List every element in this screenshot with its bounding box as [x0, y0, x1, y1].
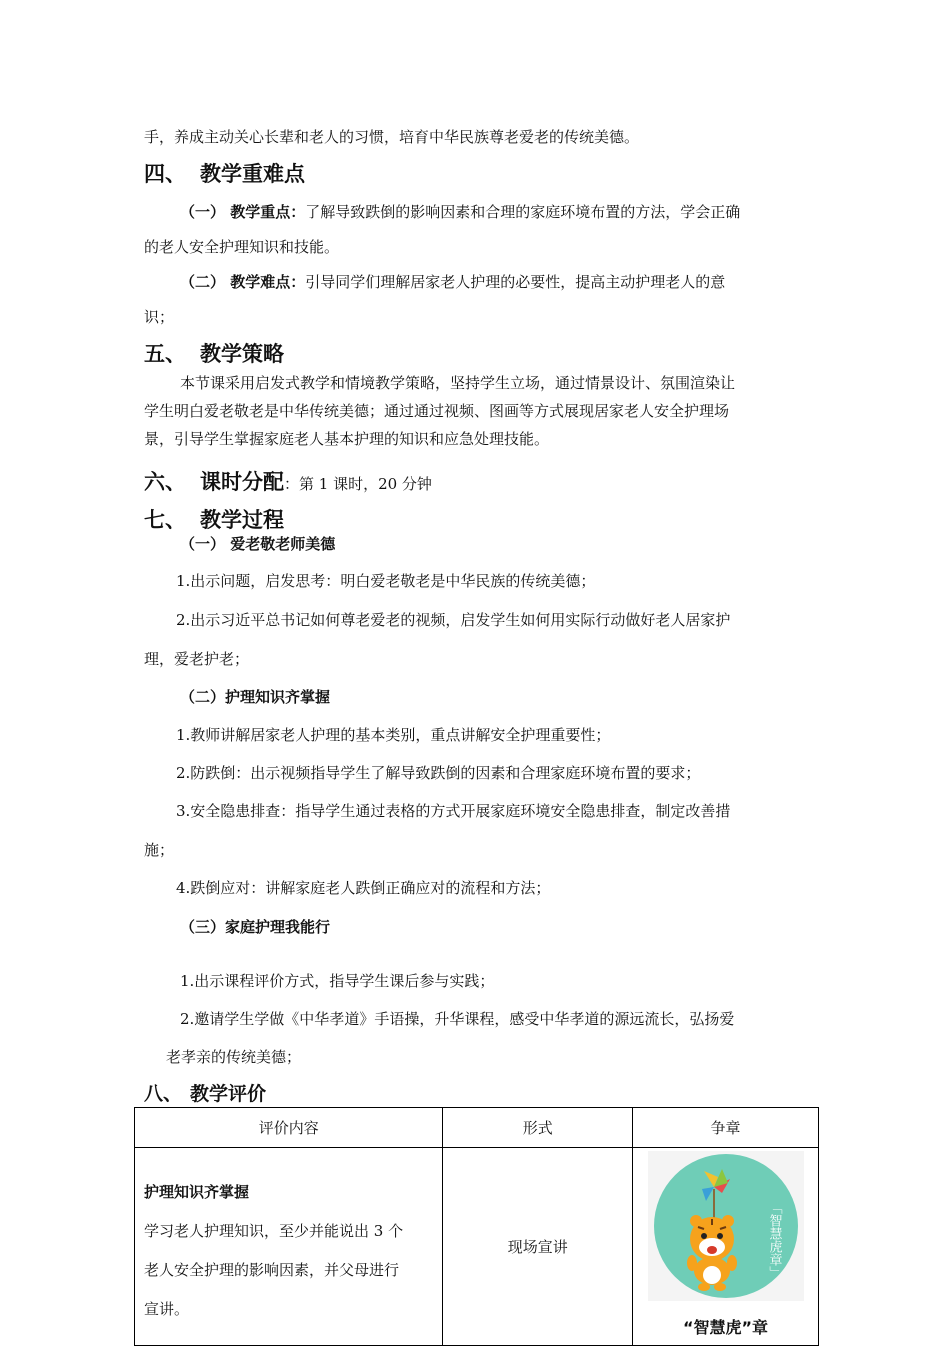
- badge-caption: “智慧虎”章: [682, 1318, 769, 1337]
- process-sub-2-item-4: 4.跌倒应对：讲解家庭老人跌倒正确应对的流程和方法；: [176, 879, 551, 897]
- row-content-line-1: 学习老人护理知识，至少并能说出 3 个: [144, 1222, 404, 1240]
- section-8-number: 八、: [144, 1083, 183, 1105]
- section-6-heading: [144, 466, 432, 496]
- process-sub-2-item-1: 1.教师讲解居家老人护理的基本类别，重点讲解安全护理重要性；: [176, 726, 611, 744]
- row-content-title: 护理知识齐掌握: [144, 1183, 250, 1201]
- key-point-line-1: [180, 201, 740, 222]
- section-6-value: ：第 1 课时，20 分钟: [284, 475, 432, 493]
- difficulty-label: （二） 教学难点：: [180, 273, 306, 291]
- row-content-line-2: 老人安全护理的影响因素，并父母进行: [144, 1261, 400, 1279]
- row-content-line-3: 宣讲。: [144, 1300, 190, 1318]
- process-sub-1-item-2-line-2: 理，爱老护老；: [144, 650, 250, 668]
- process-sub-2-item-2: 2.防跌倒：出示视频指导学生了解导致跌倒的因素和合理家庭环境布置的要求；: [176, 764, 701, 782]
- row-content-cell: [135, 1148, 443, 1346]
- tiger-badge-image: [646, 1151, 806, 1301]
- row-badge-cell: [633, 1148, 819, 1346]
- strategy-line-3: 景，引导学生掌握家庭老人基本护理的知识和应急处理技能。: [144, 430, 550, 448]
- strategy-line-2: 学生明白爱老敬老是中华传统美德；通过通过视频、图画等方式展现居家老人安全护理场: [144, 402, 730, 420]
- section-5-heading: [144, 338, 284, 368]
- process-sub-2-item-3-line-1: 3.安全隐患排查：指导学生通过表格的方式开展家庭环境安全隐患排查，制定改善措: [176, 802, 731, 820]
- section-8-title: 教学评价: [190, 1083, 267, 1105]
- difficulty-text: 引导同学们理解居家老人护理的必要性，提高主动护理老人的意: [305, 273, 726, 291]
- section-5-number: 五、: [144, 342, 186, 366]
- table-header-badge: 争章: [633, 1108, 819, 1148]
- process-sub-1: （一） 爱老敬老师美德: [180, 535, 336, 553]
- strategy-line-1: 本节课采用启发式教学和情境教学策略，坚持学生立场，通过情景设计、氛围渲染让: [180, 374, 736, 392]
- section-7-heading: [144, 504, 284, 534]
- key-point-label: （一） 教学重点：: [180, 203, 306, 221]
- table-header-content: 评价内容: [135, 1108, 443, 1148]
- row-form-cell: 现场宣讲: [443, 1148, 633, 1346]
- section-8-heading: [144, 1079, 266, 1106]
- key-point-text: 了解导致跌倒的影响因素和合理的家庭环境布置的方法，学会正确: [305, 203, 741, 221]
- process-sub-3-item-2-line-2: 老孝亲的传统美德；: [166, 1048, 302, 1066]
- section-4-heading: [144, 158, 305, 188]
- process-sub-2: （二）护理知识齐掌握: [180, 688, 331, 706]
- section-4-number: 四、: [144, 162, 186, 186]
- badge-vertical-text: 「智慧虎章」: [766, 1201, 782, 1279]
- intro-tail: 手，养成主动关心长辈和老人的习惯，培育中华民族尊老爱老的传统美德。: [144, 128, 640, 146]
- difficulty-line-1: [180, 271, 725, 292]
- key-point-line-2: 的老人安全护理知识和技能。: [144, 238, 340, 256]
- table-row: [135, 1148, 819, 1346]
- process-sub-3-item-2-line-1: 2.邀请学生学做《中华孝道》手语操，升华课程，感受中华孝道的源远流长，弘扬爱: [180, 1010, 735, 1028]
- process-sub-1-item-1: 1.出示问题，启发思考：明白爱老敬老是中华民族的传统美德；: [176, 572, 596, 590]
- process-sub-2-item-3-line-2: 施；: [144, 841, 175, 859]
- section-7-number: 七、: [144, 508, 186, 532]
- section-4-title: 教学重难点: [200, 162, 305, 186]
- table-header-form: 形式: [443, 1108, 633, 1148]
- table-header-row: [135, 1108, 819, 1148]
- section-5-title: 教学策略: [200, 342, 284, 366]
- difficulty-line-2: 识；: [144, 308, 175, 326]
- process-sub-3-item-1: 1.出示课程评价方式，指导学生课后参与实践；: [180, 972, 495, 990]
- evaluation-table: [134, 1107, 819, 1346]
- process-sub-1-item-2-line-1: 2.出示习近平总书记如何尊老爱老的视频，启发学生如何用实际行动做好老人居家护: [176, 611, 731, 629]
- section-6-title: 课时分配: [200, 470, 284, 494]
- section-7-title: 教学过程: [200, 508, 284, 532]
- process-sub-3: （三）家庭护理我能行: [180, 918, 331, 936]
- section-6-number: 六、: [144, 470, 186, 494]
